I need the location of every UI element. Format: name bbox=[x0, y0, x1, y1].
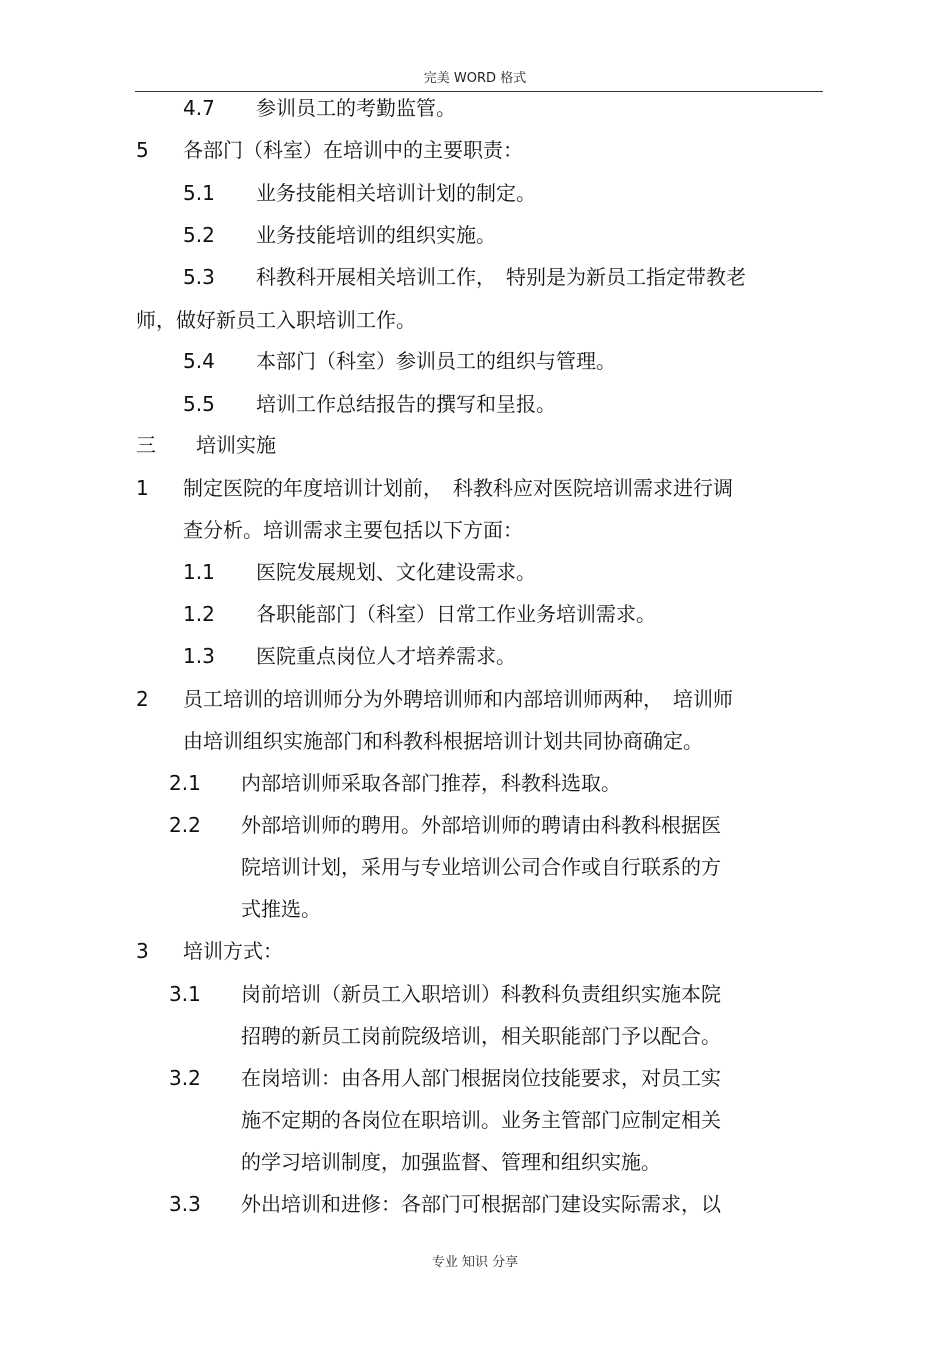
item-text: 员工培训的培训师分为外聘培训师和内部培训师两种， 培训师 bbox=[183, 687, 733, 711]
item-number: 3 bbox=[136, 939, 149, 963]
page-header: 完美 WORD 格式 bbox=[423, 71, 527, 86]
item-text: 医院重点岗位人才培养需求。 bbox=[256, 644, 516, 668]
item-number: 3.2 bbox=[169, 1066, 201, 1090]
item-number: 5.2 bbox=[183, 223, 215, 247]
item-text: 培训方式： bbox=[183, 939, 283, 963]
item-text: 科教科开展相关培训工作， 特别是为新员工指定带教老 bbox=[256, 265, 746, 289]
item-number: 1 bbox=[136, 476, 149, 500]
item-text: 各职能部门（科室）日常工作业务培训需求。 bbox=[256, 602, 656, 626]
item-number: 1.2 bbox=[183, 602, 215, 626]
item-text: 的学习培训制度，加强监督、管理和组织实施。 bbox=[241, 1150, 661, 1174]
item-number: 3.1 bbox=[169, 982, 201, 1006]
item-text: 业务技能培训的组织实施。 bbox=[256, 223, 496, 247]
item-text: 式推选。 bbox=[241, 897, 321, 921]
item-text: 由培训组织实施部门和科教科根据培训计划共同协商确定。 bbox=[183, 729, 703, 753]
section-title: 培训实施 bbox=[196, 433, 276, 457]
item-text: 岗前培训（新员工入职培训）科教科负责组织实施本院 bbox=[241, 982, 721, 1006]
item-number: 2.1 bbox=[169, 771, 201, 795]
item-number: 4.7 bbox=[183, 96, 215, 120]
header-rule bbox=[135, 91, 823, 92]
item-text: 外出培训和进修：各部门可根据部门建设实际需求，以 bbox=[241, 1192, 721, 1216]
item-text: 内部培训师采取各部门推荐，科教科选取。 bbox=[241, 771, 621, 795]
item-number: 5 bbox=[136, 138, 149, 162]
item-number: 2.2 bbox=[169, 813, 201, 837]
item-text: 招聘的新员工岗前院级培训，相关职能部门予以配合。 bbox=[241, 1024, 721, 1048]
item-number: 5.1 bbox=[183, 181, 215, 205]
item-number: 1.3 bbox=[183, 644, 215, 668]
item-text: 师，做好新员工入职培训工作。 bbox=[136, 308, 416, 332]
item-number: 5.5 bbox=[183, 392, 215, 416]
item-text: 外部培训师的聘用。外部培训师的聘请由科教科根据医 bbox=[241, 813, 721, 837]
item-text: 医院发展规划、文化建设需求。 bbox=[256, 560, 536, 584]
item-text: 培训工作总结报告的撰写和呈报。 bbox=[256, 392, 556, 416]
item-text: 在岗培训：由各用人部门根据岗位技能要求，对员工实 bbox=[241, 1066, 721, 1090]
item-number: 1.1 bbox=[183, 560, 215, 584]
item-text: 制定医院的年度培训计划前， 科教科应对医院培训需求进行调 bbox=[183, 476, 733, 500]
item-text: 参训员工的考勤监管。 bbox=[256, 96, 456, 120]
item-text: 院培训计划，采用与专业培训公司合作或自行联系的方 bbox=[241, 855, 721, 879]
item-text: 施不定期的各岗位在职培训。业务主管部门应制定相关 bbox=[241, 1108, 721, 1132]
item-text: 本部门（科室）参训员工的组织与管理。 bbox=[256, 349, 616, 373]
item-text: 业务技能相关培训计划的制定。 bbox=[256, 181, 536, 205]
item-number: 5.3 bbox=[183, 265, 215, 289]
item-text: 查分析。培训需求主要包括以下方面： bbox=[183, 518, 523, 542]
item-number: 2 bbox=[136, 687, 149, 711]
item-number: 3.3 bbox=[169, 1192, 201, 1216]
page-footer: 专业 知识 分享 bbox=[431, 1255, 519, 1270]
item-number: 5.4 bbox=[183, 349, 215, 373]
item-text: 各部门（科室）在培训中的主要职责： bbox=[183, 138, 523, 162]
section-number: 三 bbox=[136, 433, 156, 457]
